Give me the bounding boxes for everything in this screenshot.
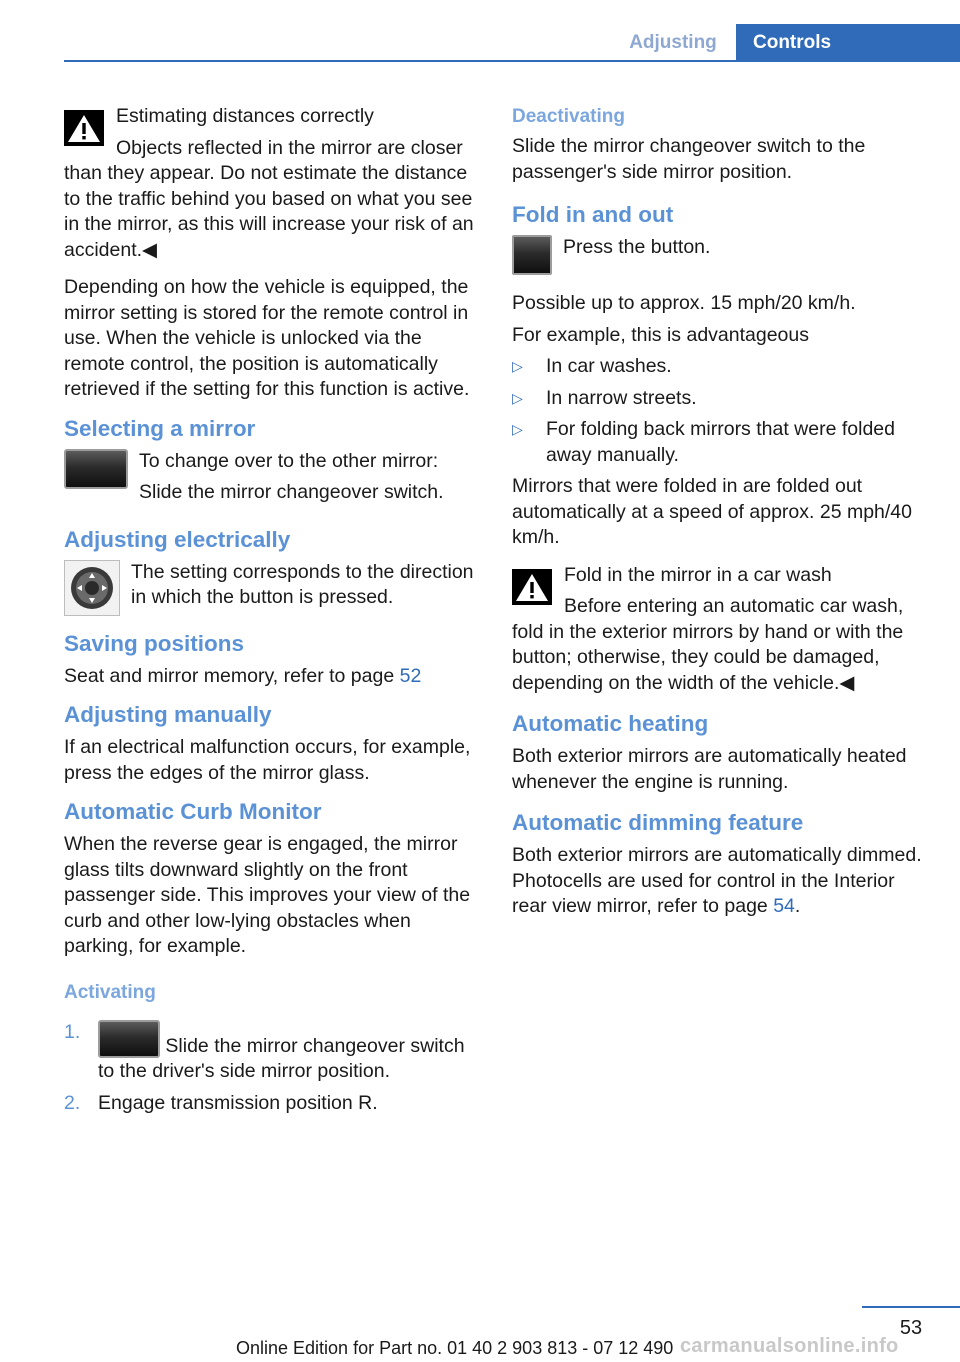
bullet-text: In car washes.: [546, 355, 672, 377]
mirror-changeover-switch-icon: [98, 1020, 160, 1058]
warning-title: Fold in the mirror in a car wash: [564, 563, 832, 586]
mirror-adjust-joystick-icon: [64, 560, 120, 616]
automatic-dimming-label: Both exterior mirrors are automatically dimmed. Photocells are used for control in the Interior rear view mirror, refer to page: [512, 844, 922, 917]
header-chapter-tab: Controls: [736, 24, 960, 62]
triangle-bullet-icon: ▷: [512, 358, 523, 374]
activating-steps: [64, 1020, 482, 1117]
bullet-text: In narrow streets.: [546, 386, 697, 409]
automatic-dimming-tail: .: [794, 895, 801, 917]
automatic-heating-text: Both exterior mirrors are automatically heated whenever the engine is running.: [512, 745, 907, 793]
heading-deactivating: Deactivating: [512, 106, 625, 127]
list-item: [64, 1091, 482, 1117]
memory-paragraph: Depending on how the vehicle is equipped, the mirror setting is stored for the remote control in use. When the vehicle is unlocked via the remote control, the position is automatically retrieved if the setting for this function is active.: [64, 276, 470, 400]
fold-button-block: [512, 235, 930, 279]
selecting-mirror-block: [64, 449, 482, 506]
triangle-bullet-icon: ▷: [512, 421, 523, 437]
fold-bullets: [512, 354, 930, 468]
left-column: [64, 104, 482, 1122]
mirror-fold-button-icon: [512, 235, 552, 275]
step-text: Slide the mirror changeover switch to the driver's side mirror position.: [98, 1034, 465, 1082]
heading-automatic-dimming: Automatic dimming feature: [512, 810, 804, 835]
warning-triangle-icon: [512, 569, 552, 605]
page-number: 53: [899, 1317, 923, 1339]
heading-fold: Fold in and out: [512, 202, 674, 227]
warning-car-wash: [512, 563, 930, 697]
selecting-line2: Slide the mirror changeover switch.: [139, 481, 444, 503]
warning-title: Estimating distances correctly: [116, 105, 374, 127]
fold-out-text: Mirrors that were folded in are folded out automatically at a speed of approx. 25 mph/40 km/h.: [512, 475, 912, 548]
saving-positions-label: Seat and mirror memory, refer to page: [64, 664, 400, 687]
heading-saving-positions: Saving positions: [64, 630, 245, 656]
warning-text: Objects reflected in the mirror are closer than they appear. Do not estimate the distance to the traffic behind you based on what you see in the mirror, as this will increase your risk of an accident.◀: [64, 136, 474, 261]
page-link-54[interactable]: 54: [773, 895, 795, 917]
fold-button-text: Press the button.: [563, 236, 711, 258]
step-number: 1.: [64, 1020, 81, 1043]
heading-automatic-heating: Automatic heating: [512, 711, 709, 736]
adjusting-manually-text: If an electrical malfunction occurs, for example, press the edges of the mirror glass.: [64, 736, 471, 784]
warning-distances: [64, 104, 482, 263]
heading-selecting-mirror: Selecting a mirror: [64, 415, 256, 441]
list-item: [512, 354, 930, 380]
adjusting-electrically-text: The setting corresponds to the direction in which the button is pressed.: [131, 560, 474, 608]
right-column: [512, 104, 930, 932]
list-item: [512, 417, 930, 468]
bullet-text: For folding back mirrors that were folded away manually.: [546, 418, 895, 466]
deactivating-text: Slide the mirror changeover switch to the passenger's side mirror position.: [512, 135, 866, 183]
list-item: [64, 1020, 482, 1085]
warning-text: Before entering an automatic car wash, fold in the exterior mirrors by hand or with the button; otherwise, they could be damaged, depending on the width of the vehicle.◀: [512, 595, 904, 694]
automatic-dimming-text: [512, 843, 930, 920]
adjusting-electrically-block: [64, 560, 482, 618]
step-text: Engage transmission position R.: [98, 1091, 378, 1114]
selecting-line1: To change over to the other mirror:: [139, 449, 439, 472]
fold-intro-text: For example, this is advantageous: [512, 323, 809, 346]
heading-adjusting-manually: Adjusting manually: [64, 702, 272, 727]
heading-adjusting-electrically: Adjusting electrically: [64, 526, 291, 552]
page-link-52[interactable]: 52: [399, 664, 422, 687]
heading-curb-monitor: Automatic Curb Monitor: [64, 799, 322, 824]
heading-activating: Activating: [64, 981, 156, 1003]
step-number: 2.: [64, 1091, 81, 1114]
triangle-bullet-icon: ▷: [512, 389, 523, 406]
warning-triangle-icon: [64, 110, 104, 146]
header-rule: [64, 60, 960, 62]
header-section-tab: Adjusting: [629, 32, 717, 53]
watermark: carmanualsonline.info: [680, 1335, 899, 1357]
saving-positions-text: [64, 664, 482, 690]
list-item: [512, 386, 930, 412]
fold-speed-text: Possible up to approx. 15 mph/20 km/h.: [512, 292, 856, 314]
mirror-changeover-switch-icon: [64, 449, 128, 489]
page-number-rule: [862, 1306, 960, 1308]
footer-edition: Online Edition for Part no. 01 40 2 903 813 - 07 12 490: [236, 1338, 674, 1358]
curb-monitor-text: When the reverse gear is engaged, the mirror glass tilts downward slightly on the front passenger side. This improves your view of the curb and other low-lying obstacles when parking, for example.: [64, 833, 471, 957]
